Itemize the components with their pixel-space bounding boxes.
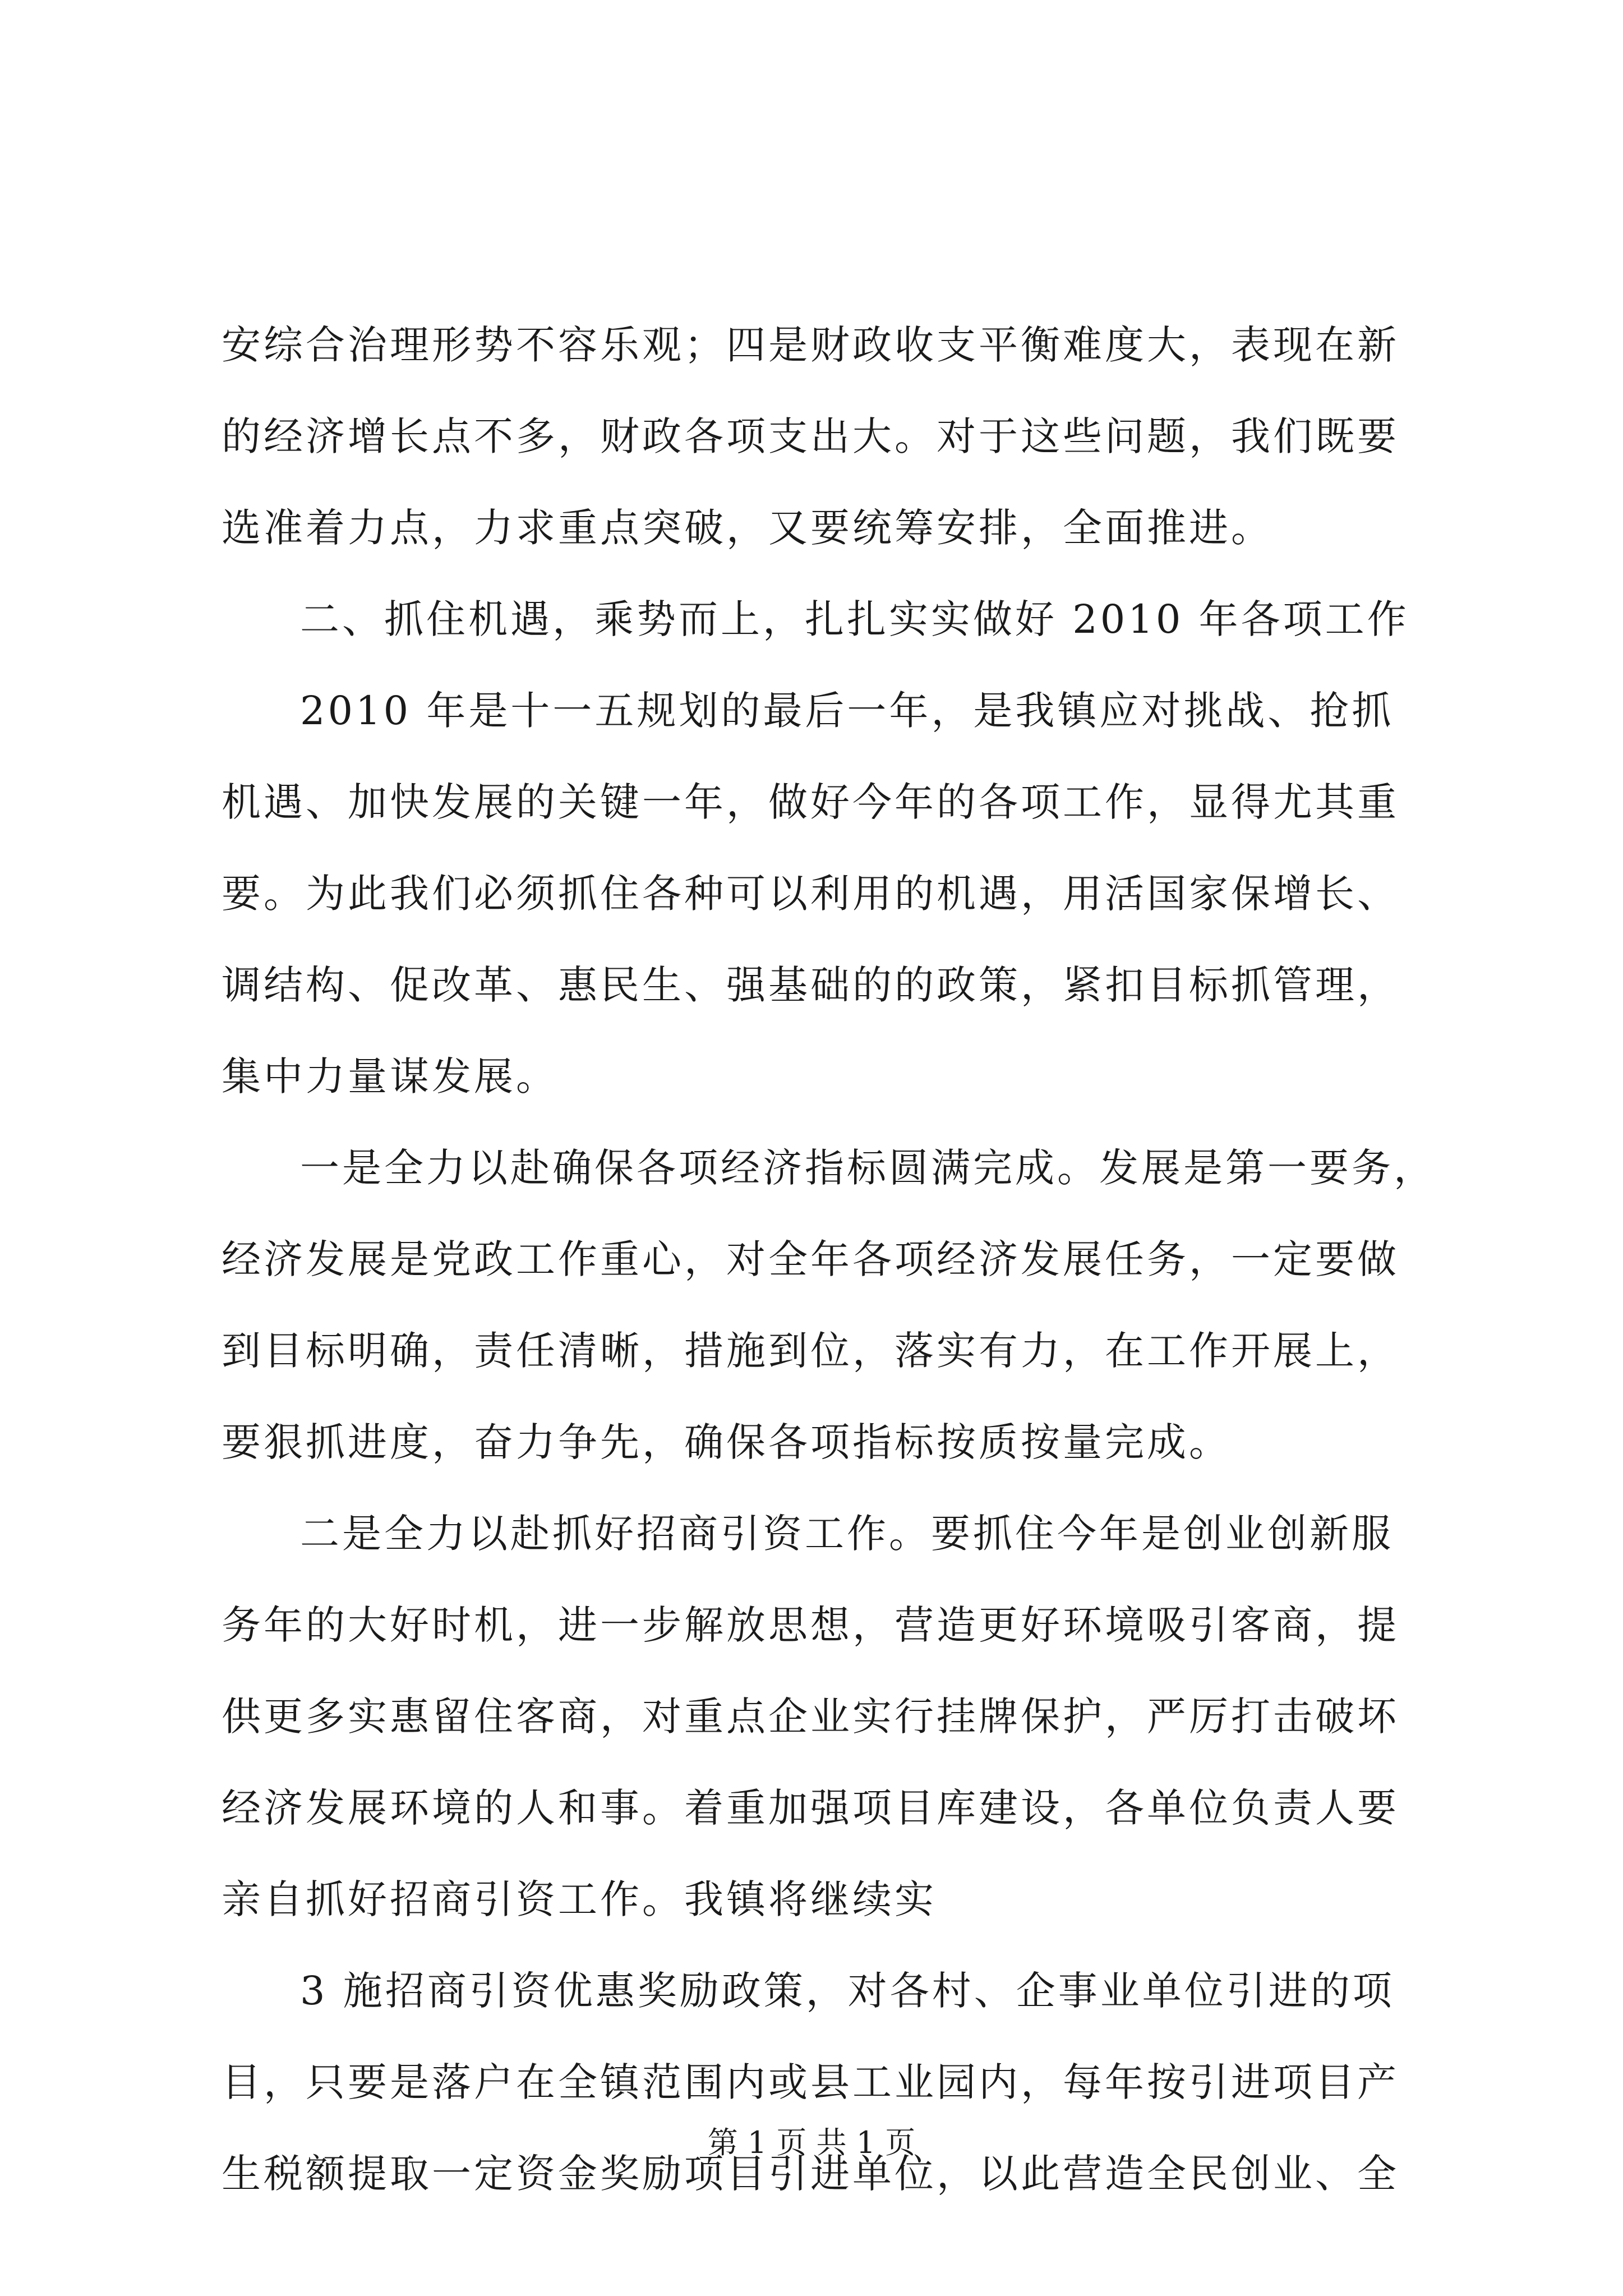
text-line: 要狠抓进度，奋力争先，确保各项指标按质按量完成。 xyxy=(222,1419,1231,1465)
text-line: 生税额提取一定资金奖励项目引进单位，以此营造全民创业、全 xyxy=(222,2151,1399,2197)
text-line: 3 施招商引资优惠奖励政策，对各村、企事业单位引进的项 xyxy=(300,1968,1395,2014)
text-line: 到目标明确，责任清晰，措施到位，落实有力，在工作开展上， xyxy=(222,1328,1399,1374)
text-line: 一是全力以赴确保各项经济指标圆满完成。发展是第一要务， xyxy=(300,1145,1436,1191)
section-heading xyxy=(222,574,1427,665)
paragraph-1 xyxy=(222,300,1427,574)
text-line: 安综合治理形势不容乐观；四是财政收支平衡难度大，表现在新 xyxy=(222,322,1399,368)
text-line: 二是全力以赴抓好招商引资工作。要抓住今年是创业创新服 xyxy=(300,1511,1394,1557)
page-number-footer: 第 1 页 共 1 页 xyxy=(707,2125,916,2160)
text-line: 经济发展环境的人和事。着重加强项目库建设，各单位负责人要 xyxy=(222,1785,1399,1831)
text-line: 机遇、加快发展的关键一年，做好今年的各项工作，显得尤其重 xyxy=(222,779,1399,825)
text-line: 务年的大好时机，进一步解放思想，营造更好环境吸引客商，提 xyxy=(222,1602,1399,1648)
text-line: 的经济增长点不多，财政各项支出大。对于这些问题，我们既要 xyxy=(222,413,1399,459)
paragraph-3 xyxy=(222,665,1427,1122)
paragraph-6 xyxy=(222,1945,1427,2220)
paragraph-4 xyxy=(222,1122,1436,1488)
text-line: 目，只要是落户在全镇范围内或县工业园内，每年按引进项目产 xyxy=(222,2059,1399,2105)
text-line: 经济发展是党政工作重心，对全年各项经济发展任务，一定要做 xyxy=(222,1236,1399,1282)
text-line: 2010 年是十一五规划的最后一年，是我镇应对挑战、抢抓 xyxy=(300,688,1394,734)
text-line: 要。为此我们必须抓住各种可以利用的机遇，用活国家保增长、 xyxy=(222,871,1399,917)
text-line: 亲自抓好招商引资工作。我镇将继续实 xyxy=(222,1876,937,1922)
text-line: 调结构、促改革、惠民生、强基础的的政策，紧扣目标抓管理， xyxy=(222,962,1399,1008)
text-line: 集中力量谋发展。 xyxy=(222,1053,558,1099)
heading-line: 二、抓住机遇，乘势而上，扎扎实实做好 2010 年各项工作 xyxy=(300,596,1409,642)
text-line: 供更多实惠留住客商，对重点企业实行挂牌保护，严厉打击破坏 xyxy=(222,1694,1399,1740)
document-body xyxy=(222,300,1436,2220)
paragraph-5 xyxy=(222,1488,1427,1945)
text-line: 选准着力点，力求重点突破，又要统筹安排，全面推进。 xyxy=(222,505,1273,551)
